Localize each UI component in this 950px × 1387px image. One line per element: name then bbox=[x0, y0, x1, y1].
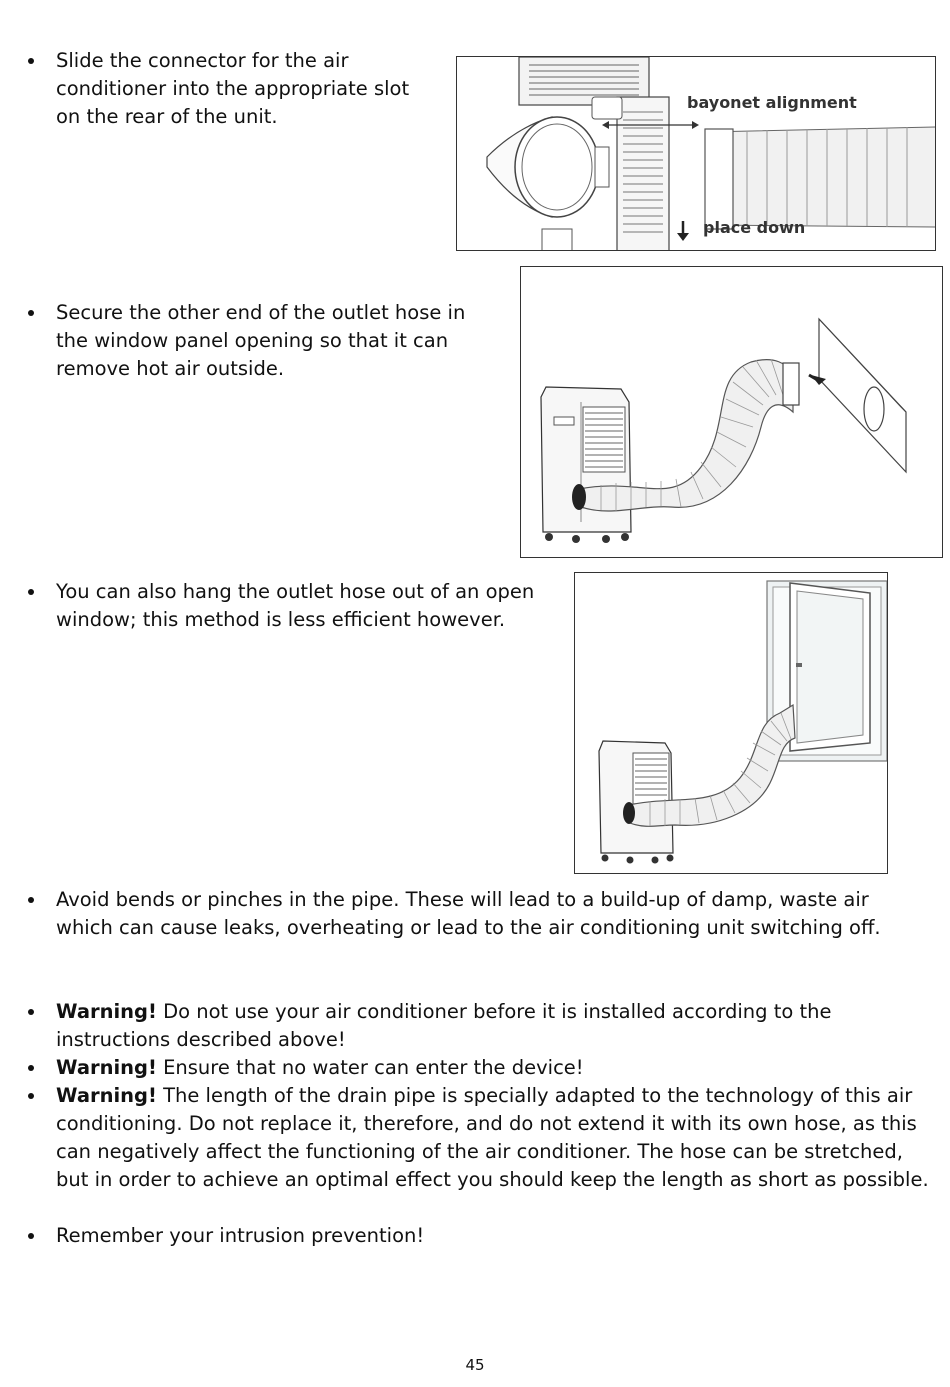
warning-label: Warning! bbox=[56, 1084, 157, 1107]
label-bayonet-alignment: bayonet alignment bbox=[687, 93, 857, 112]
bullet bbox=[26, 299, 40, 327]
warning-water bbox=[56, 1054, 931, 1082]
bullet bbox=[26, 998, 40, 1026]
bullet bbox=[26, 578, 40, 606]
label-place-down: place down bbox=[703, 218, 806, 237]
warning-text: Ensure that no water can enter the device! bbox=[156, 1056, 584, 1079]
figure-bayonet-alignment bbox=[456, 56, 936, 251]
bullet bbox=[26, 47, 40, 75]
warning-label: Warning! bbox=[56, 1056, 157, 1079]
bayonet-illustration bbox=[457, 57, 936, 251]
window-panel-illustration bbox=[521, 267, 943, 558]
figure-open-window bbox=[574, 572, 888, 874]
instruction-hang-hose: You can also hang the outlet hose out of an open window; this method is less efficient however. bbox=[56, 580, 535, 631]
warning-text: The length of the drain pipe is specially adapted to the technology of this air conditioning. Do not replace it, therefore, and do not extend it with its own hose, as this can negatively affect the functioning of the air conditioner. The hose can be stretched, but in order to achieve an optimal effect you should keep the length as short as possible. bbox=[56, 1084, 929, 1191]
warning-text: Do not use your air conditioner before it is installed according to the instructions described above! bbox=[56, 1000, 832, 1051]
page-number: 45 bbox=[465, 1356, 485, 1374]
bullet bbox=[26, 1054, 40, 1082]
bullet bbox=[26, 1222, 40, 1250]
reminder-intrusion: Remember your intrusion prevention! bbox=[56, 1224, 425, 1247]
instruction-avoid-bends: Avoid bends or pinches in the pipe. These will lead to a build-up of damp, waste air which can cause leaks, overheating or lead to the air conditioning unit switching off. bbox=[56, 888, 881, 939]
instruction-secure-hose: Secure the other end of the outlet hose in the window panel opening so that it can remove hot air outside. bbox=[56, 301, 466, 380]
instruction-connector: Slide the connector for the air conditioner into the appropriate slot on the rear of the unit. bbox=[56, 49, 410, 128]
warning-drain-pipe bbox=[56, 1082, 931, 1194]
open-window-illustration bbox=[575, 573, 888, 874]
figure-window-panel bbox=[520, 266, 943, 558]
bullet bbox=[26, 886, 40, 914]
bullet bbox=[26, 1082, 40, 1110]
warning-installation bbox=[56, 998, 931, 1054]
warning-label: Warning! bbox=[56, 1000, 157, 1023]
